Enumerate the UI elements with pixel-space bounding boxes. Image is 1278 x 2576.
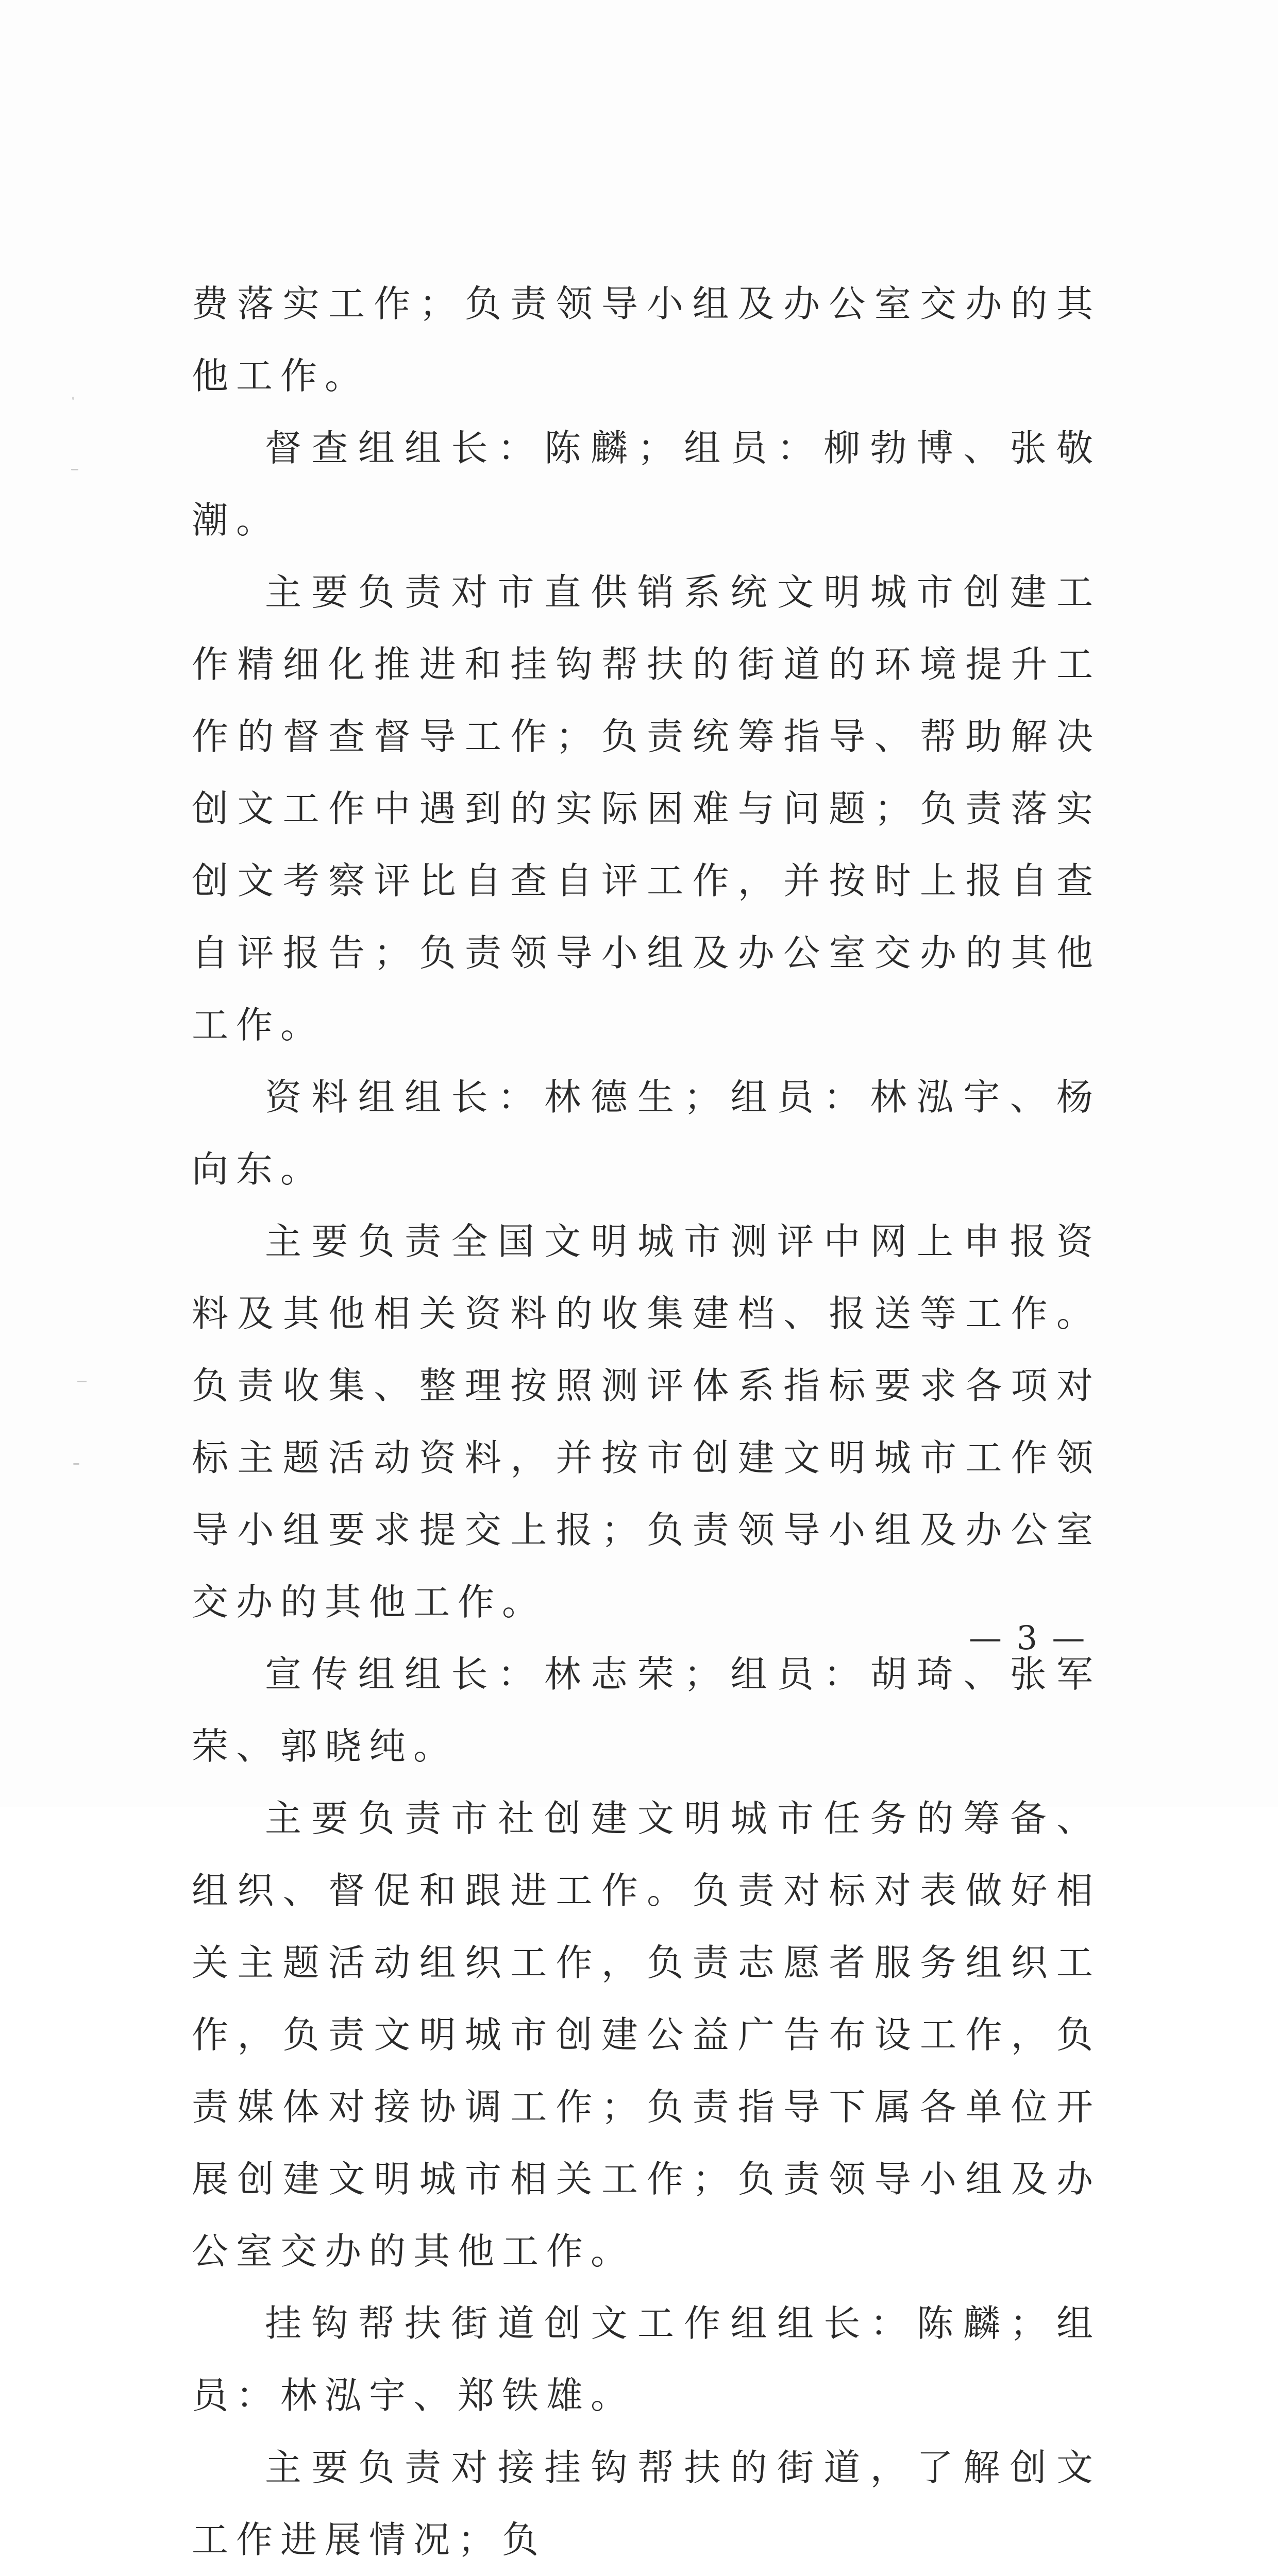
paragraph-inspection-group-members: 督查组组长：陈麟；组员：柳勃博、张敬潮。 <box>192 427 1101 541</box>
paragraph-materials-group-duties: 主要负责全国文明城市测评中网上申报资料及其他相关资料的收集建档、报送等工作。负责收集、整理按照测评体系指标要求各项对标主题活动资料，并按市创建文明城市工作领导小组要求提交上报；负责领导小组及办公室交办的其他工作。 <box>192 1220 1101 1623</box>
paragraph-publicity-group-members: 宣传组组长：林志荣；组员：胡琦、张军荣、郭晓纯。 <box>192 1653 1101 1768</box>
scan-speck <box>73 1463 79 1465</box>
document-body <box>192 268 1101 2576</box>
scan-speck <box>77 1381 87 1382</box>
scan-speck <box>71 469 78 470</box>
scan-speck <box>72 397 74 400</box>
paragraph-publicity-group-duties: 主要负责市社创建文明城市任务的筹备、组织、督促和跟进工作。负责对标对表做好相关主题活动组织工作，负责志愿者服务组织工作，负责文明城市创建公益广告布设工作，负责媒体对接协调工作；负责指导下属各单位开展创建文明城市相关工作；负责领导小组及办公室交办的其他工作。 <box>192 1797 1101 2273</box>
paragraph-materials-group-members: 资料组组长：林德生；组员：林泓宇、杨向东。 <box>192 1076 1101 1191</box>
paragraph-continuation: 费落实工作；负责领导小组及办公室交办的其他工作。 <box>192 282 1101 397</box>
page-number: — 3 — <box>969 1619 1087 1657</box>
paragraph-street-group-members: 挂钩帮扶街道创文工作组组长：陈麟；组员：林泓宇、郑铁雄。 <box>192 2302 1101 2417</box>
paragraph-street-group-duties: 主要负责对接挂钩帮扶的街道，了解创文工作进展情况；负 <box>192 2446 1101 2561</box>
paragraph-inspection-group-duties: 主要负责对市直供销系统文明城市创建工作精细化推进和挂钩帮扶的街道的环境提升工作的督查督导工作；负责统筹指导、帮助解决创文工作中遇到的实际困难与问题；负责落实创文考察评比自查自评工作，并按时上报自查自评报告；负责领导小组及办公室交办的其他工作。 <box>192 571 1101 1046</box>
